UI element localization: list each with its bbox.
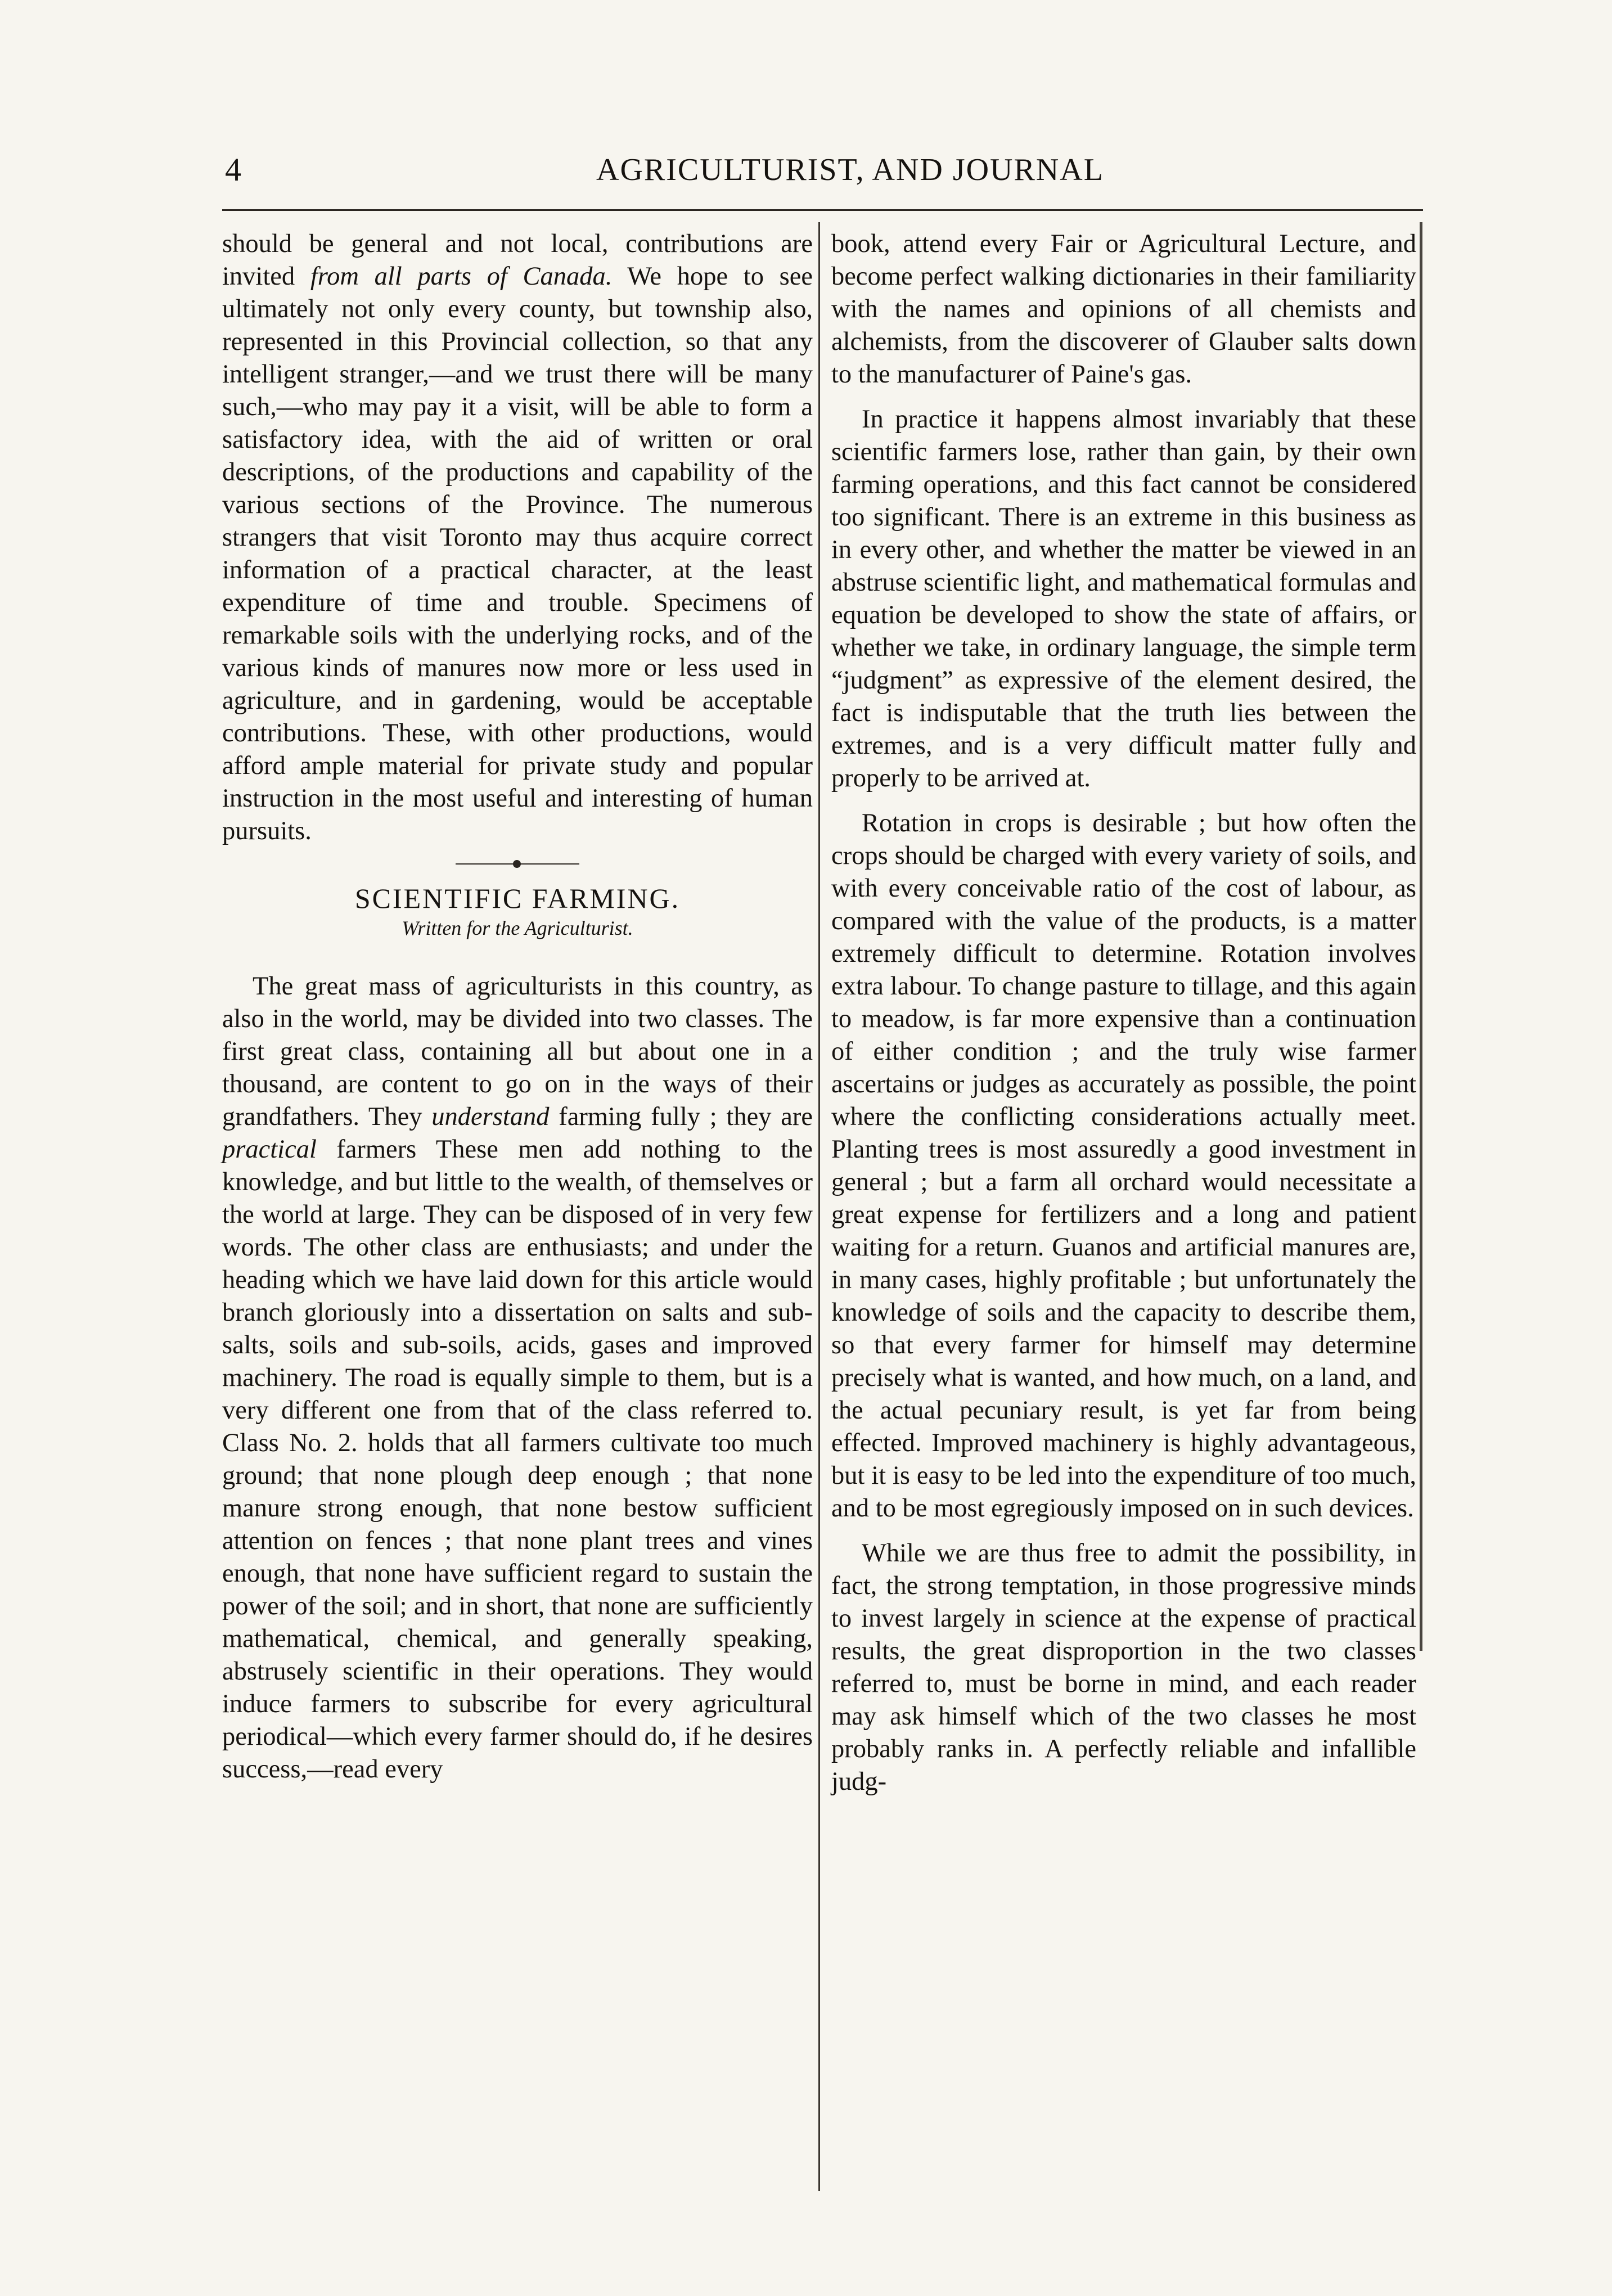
page-number: 4: [225, 151, 241, 188]
text-run: The great mass of agriculturists in this country, as also in the world, may be divided into two classes. The first great class, containing all but about one in a thousand, are content to go on in the ways of their grandfathers. They: [222, 972, 813, 1131]
byline: Written for the Agriculturist.: [402, 917, 633, 939]
right-edge-rule: [1420, 222, 1422, 1651]
left-column: [222, 228, 813, 1786]
separator-dot: [513, 860, 521, 868]
right-column: [831, 228, 1416, 1798]
text-run: farmers These men add nothing to the knowledge, and but little to the wealth, of themselves or the world at large. They can be disposed of in very few words. The other class are enthusiasts; and under the heading which we have laid down for this article would branch gloriously into a dissertation on salts and sub-salts, soils and sub-soils, acids, gases and improved machinery. The road is equally simple to them, but is a very different one from that of the class referred to. Class No. 2. holds that all farmers cultivate too much ground; that none plough deep enough ; that none manure strong enough, that none bestow sufficient attention on fences ; that none plant trees and vines enough, that none have sufficient regard to sustain the power of the soil; and in short, that none are sufficiently mathematical, chemical, and generally speaking, abstrusely scientific in their operations. They would induce farmers to subscribe for every agricultural periodical—which every farmer should do, if he desires success,—read every: [222, 1135, 813, 1784]
article-paragraph: [222, 970, 813, 1786]
text-run: should be general and not local, contributions are invited: [222, 229, 813, 291]
article-paragraph: While we are thus free to admit the possibility, in fact, the strong temptation, in those progressive minds to invest largely in science at the expense of practical results, the great disproportion in the two classes referred to, must be borne in mind, and each reader may ask himself which of the two classes he most probably ranks in. A perfectly reliable and infallible judg-: [831, 1539, 1416, 1796]
column-divider: [818, 222, 820, 2191]
text-run: farming fully ; they are: [549, 1102, 813, 1131]
article-paragraph: book, attend every Fair or Agricultural Lecture, and become perfect walking dictionaries in their familiarity with the names and opinions of all chemists and alchemists, from the discoverer of Glauber salts down to the manufacturer of Paine's gas.: [831, 229, 1416, 389]
running-title: AGRICULTURIST, AND JOURNAL: [596, 152, 1104, 187]
italic-text: practical: [222, 1135, 317, 1164]
article-paragraph: In practice it happens almost invariably that these scientific farmers lose, rather than gain, by their own farming operations, and this fact cannot be considered too significant. There is an extreme in this business as in every other, and whether the matter be viewed in an abstruse scientific light, and mathematical formulas and equation be developed to show the state of affairs, or whether we take, in ordinary language, the simple term “judgment” as expressive of the element desired, the fact is indisputable that the truth lies between the extremes, and is a very difficult matter fully and properly to be arrived at.: [831, 405, 1416, 793]
text-run: We hope to see ultimately not only every county, but township also, represented in this Provincial collection, so that any intelligent stranger,—and we trust there will be many such,—who may pay it a visit, will be able to form a satisfactory idea, with the aid of written or oral descriptions, of the productions and capability of the various sections of the Province. The numerous strangers that visit Toronto may thus acquire correct information of a practical character, at the least expenditure of time and trouble. Specimens of remarkable soils with the underlying rocks, and of the various kinds of manures now more or less used in agriculture, and in gardening, would be acceptable contributions. These, with other productions, would afford ample material for private study and popular instruction in the most useful and interesting of human pursuits.: [222, 262, 813, 845]
italic-text: understand: [431, 1102, 550, 1131]
header-rule: [222, 209, 1423, 211]
section-title: SCIENTIFIC FARMING.: [354, 883, 681, 914]
left-paragraph-continued: [222, 228, 813, 848]
section-separator: [456, 859, 579, 869]
article-paragraph: Rotation in crops is desirable ; but how often the crops should be charged with every variety of soils, and with every conceivable ratio of the cost of labour, as compared with the value of the products, is a matter extremely difficult to determine. Rotation involves extra labour. To change pasture to tillage, and this again to meadow, is far more expensive than a continuation of either condition ; and the truly wise farmer ascertains or judges as accurately as possible, the point where the conflicting considerations actually meet. Planting trees is most assuredly a good investment in general ; but a farm all orchard would necessitate a great expense for fertilizers and a long and patient waiting for a return. Guanos and artificial manures are, in many cases, highly profitable ; but unfortunately the knowledge of soils and the capacity to describe them, so that every farmer for himself may determine precisely what is wanted, and how much, on a land, and the actual pecuniary result, is yet far from being effected. Improved machinery is highly advantageous, but it is easy to be led into the expenditure of too much, and to be most egregiously imposed on in such devices.: [831, 809, 1416, 1523]
italic-text: from all parts of Canada.: [310, 262, 613, 291]
